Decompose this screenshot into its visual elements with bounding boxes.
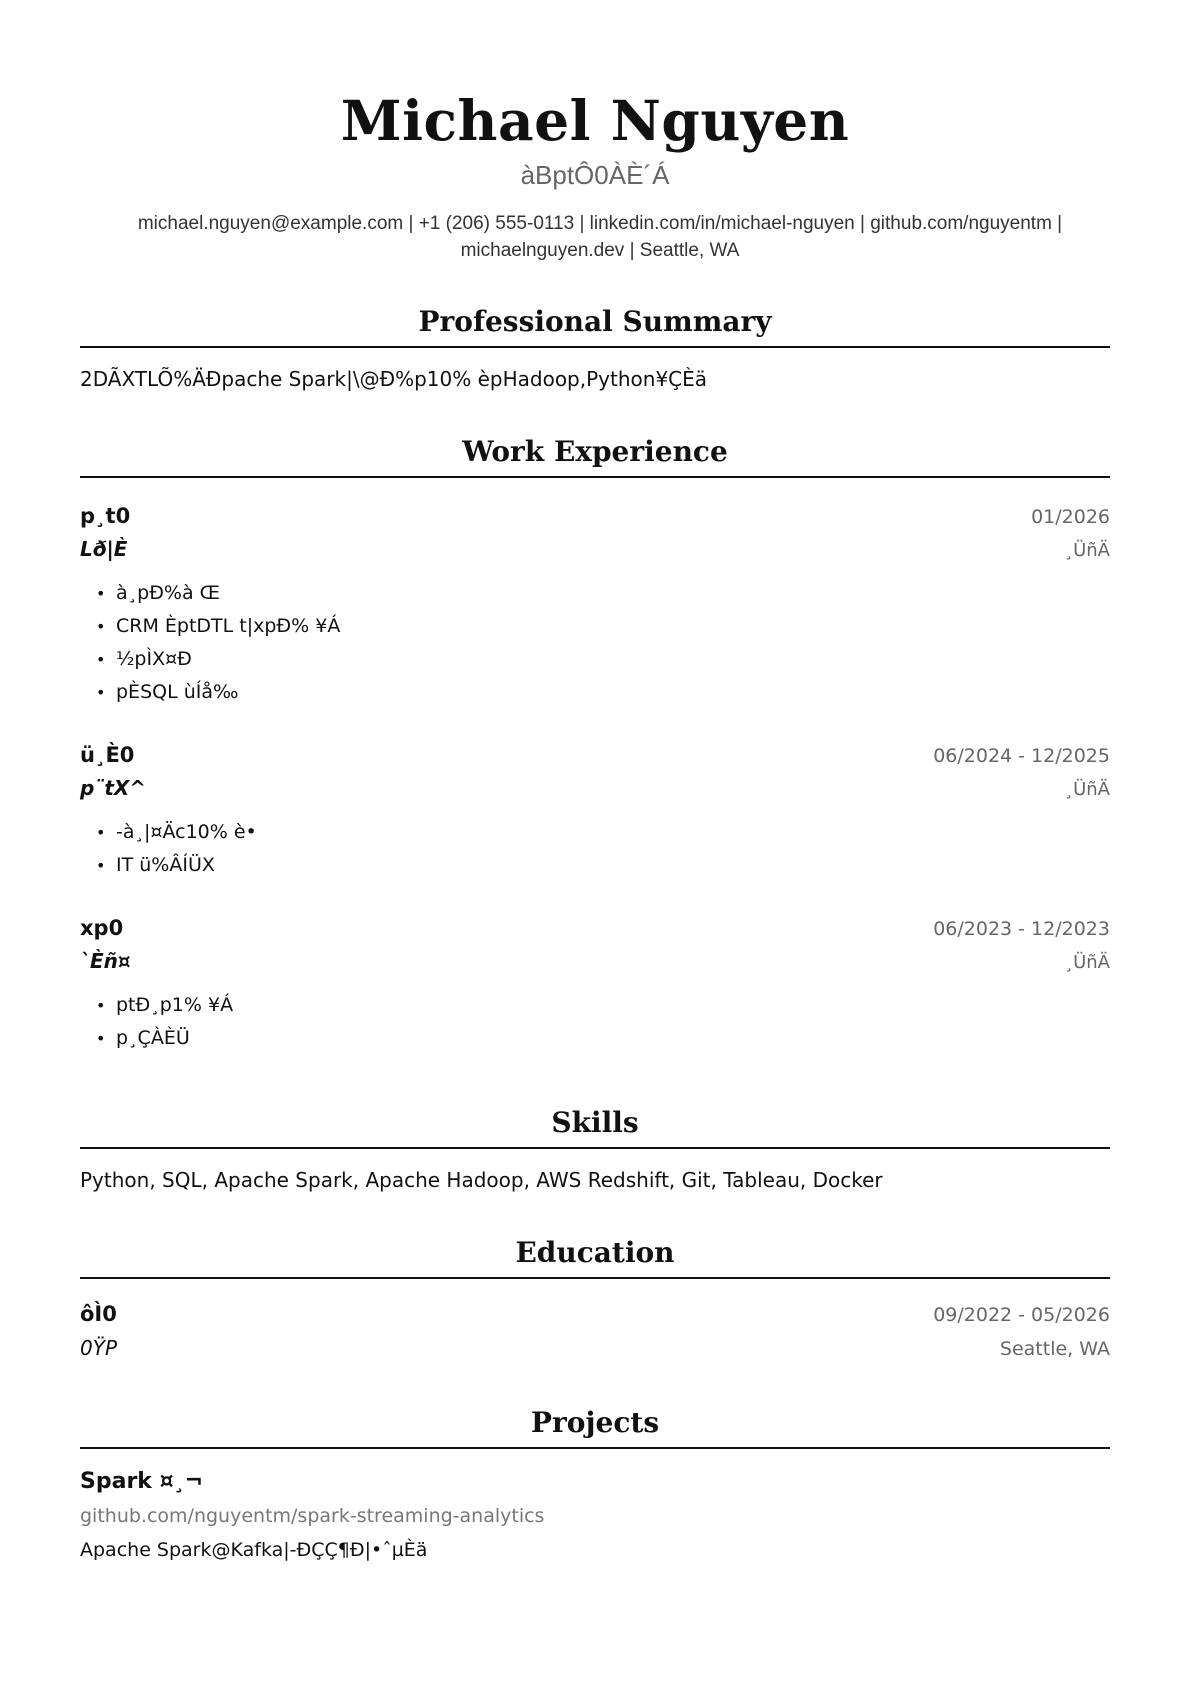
summary-section bbox=[80, 304, 1110, 394]
contact-line: michael.nguyen@example.com | +1 (206) 555-0113 | linkedin.com/in/michael-nguyen | github.com/nguyentm | michaelnguyen.dev | Seattle, WA bbox=[137, 213, 1063, 261]
job-company: `Èñ¤ bbox=[80, 949, 131, 973]
job-bullet: • ½pÌX¤Ð bbox=[96, 643, 1110, 676]
education-school: ôÌ0 bbox=[80, 1302, 117, 1326]
job-entry bbox=[80, 739, 1110, 882]
skills-text: Python, SQL, Apache Spark, Apache Hadoop, AWS Redshift, Git, Tableau, Docker bbox=[80, 1168, 883, 1192]
job-entry bbox=[80, 500, 1110, 709]
job-location: ¸ÜñÄ bbox=[1064, 779, 1110, 800]
summary-text: 2DÃXTLÕ%ÄÐpache Spark|\@Ð%p10% èpHadoop,Python¥ÇÈä bbox=[80, 367, 708, 391]
job-company: Lð|È bbox=[80, 537, 128, 561]
job-bullet: • pÈSQL ùÍå‰ bbox=[96, 676, 1110, 709]
job-location: ¸ÜñÄ bbox=[1064, 540, 1110, 561]
job-bullets bbox=[80, 577, 1110, 709]
job-bullet: • ptÐ¸p1% ¥Á bbox=[96, 989, 1110, 1022]
experience-section bbox=[80, 434, 1110, 1055]
skills-section bbox=[80, 1105, 1110, 1195]
job-entry bbox=[80, 912, 1110, 1055]
job-company: p¨tX^ bbox=[80, 776, 147, 800]
job-date: 06/2023 - 12/2023 bbox=[933, 918, 1110, 940]
job-date: 01/2026 bbox=[1031, 506, 1110, 528]
education-section bbox=[80, 1235, 1110, 1365]
project-link[interactable]: github.com/nguyentm/spark-streaming-analytics bbox=[80, 1505, 545, 1527]
job-title: xp0 bbox=[80, 916, 124, 940]
education-heading: Education bbox=[80, 1235, 1110, 1279]
project-name: Spark ¤¸¬ bbox=[80, 1469, 204, 1494]
job-date: 06/2024 - 12/2025 bbox=[933, 745, 1110, 767]
job-bullets bbox=[80, 989, 1110, 1055]
projects-heading: Projects bbox=[80, 1405, 1110, 1449]
job-bullet: • -à¸|¤Äc10% è• bbox=[96, 816, 1110, 849]
job-bullet: • à¸pÐ%à Œ bbox=[96, 577, 1110, 610]
resume-header bbox=[80, 0, 1110, 264]
job-location: ¸ÜñÄ bbox=[1064, 952, 1110, 973]
education-entry bbox=[80, 1297, 1110, 1365]
experience-heading: Work Experience bbox=[80, 434, 1110, 478]
job-bullet: • IT ü%ÂÍÜX bbox=[96, 849, 1110, 882]
job-bullet: • p¸ÇÀÈÜ bbox=[96, 1022, 1110, 1055]
job-title: ü¸È0 bbox=[80, 743, 135, 767]
projects-section bbox=[80, 1405, 1110, 1567]
job-bullets bbox=[80, 816, 1110, 882]
education-date: 09/2022 - 05/2026 bbox=[933, 1304, 1110, 1326]
education-degree: 0ŸP bbox=[80, 1336, 118, 1360]
candidate-name: Michael Nguyen bbox=[340, 88, 850, 153]
skills-heading: Skills bbox=[80, 1105, 1110, 1149]
education-location: Seattle, WA bbox=[999, 1338, 1110, 1360]
project-description: Apache Spark@Kafka|-ÐÇÇ¶Ð|•ˆµÈä bbox=[80, 1539, 428, 1561]
candidate-tagline: àBptÔ0ÀÈ´Á bbox=[520, 160, 670, 190]
project-entry bbox=[80, 1465, 1110, 1567]
job-title: p¸t0 bbox=[80, 504, 131, 528]
summary-heading: Professional Summary bbox=[80, 304, 1110, 348]
job-bullet: • CRM ÈptDTL t|xpÐ% ¥Á bbox=[96, 610, 1110, 643]
